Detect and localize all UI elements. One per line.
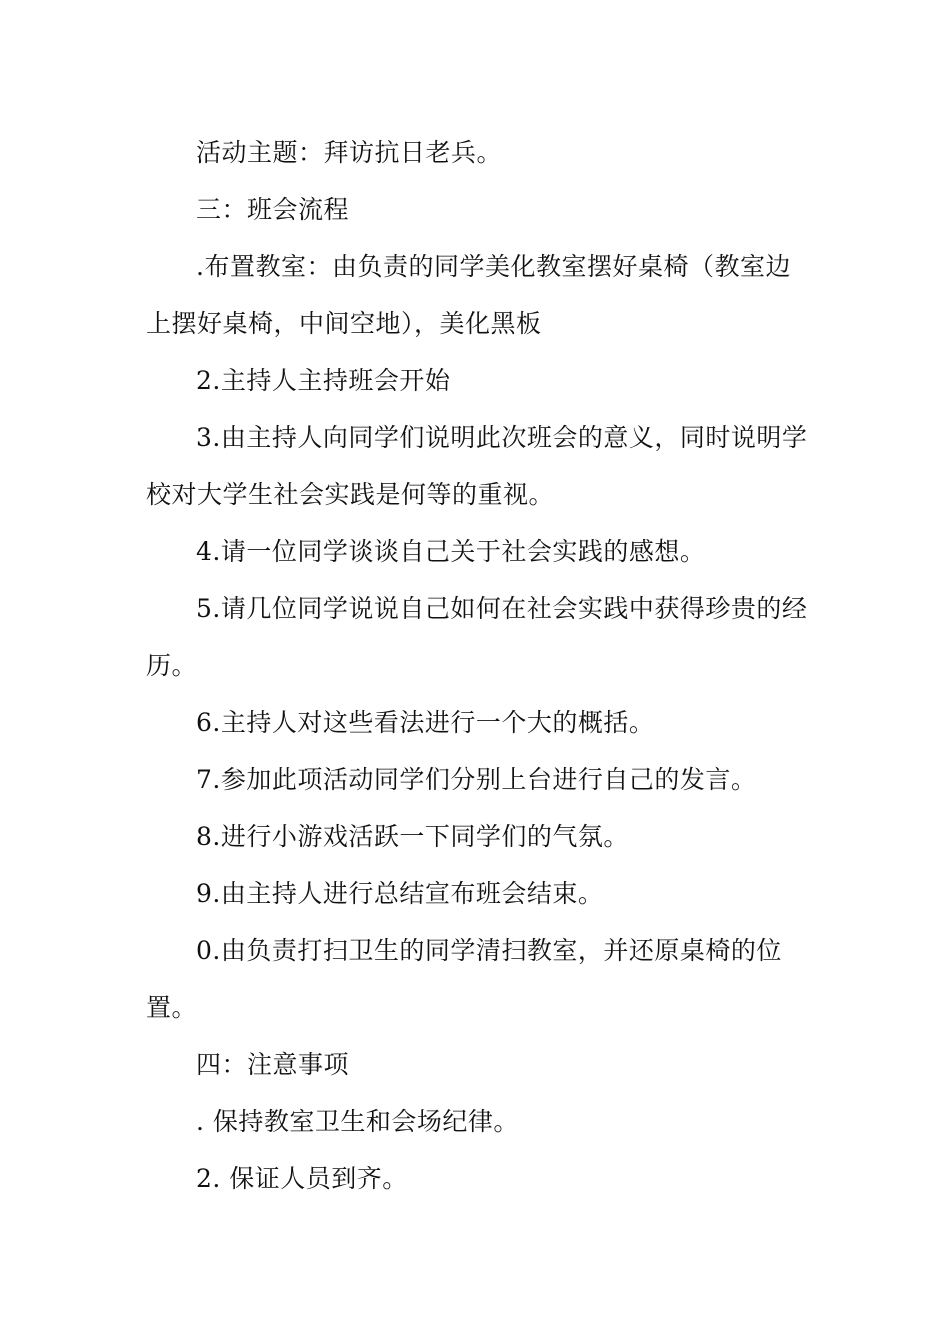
activity-theme: 活动主题：拜访抗日老兵。 bbox=[196, 138, 503, 167]
list-item: 2. 保证人员到齐。 bbox=[196, 1164, 408, 1193]
list-item: 7.参加此项活动同学们分别上台进行自己的发言。 bbox=[196, 765, 757, 794]
section-heading-notes: 四：注意事项 bbox=[196, 1050, 350, 1079]
list-item: 8.进行小游戏活跃一下同学们的气氛。 bbox=[196, 822, 629, 851]
list-item: 3.由主持人向同学们说明此次班会的意义，同时说明学校对大学生社会实践是何等的重视。 bbox=[146, 423, 808, 509]
section-heading-flow: 三：班会流程 bbox=[196, 195, 350, 224]
list-item: . 保持教室卫生和会场纪律。 bbox=[196, 1107, 519, 1136]
list-item: 0.由负责打扫卫生的同学清扫教室，并还原桌椅的位置。 bbox=[146, 936, 782, 1022]
list-item: .布置教室：由负责的同学美化教室摆好桌椅（教室边上摆好桌椅，中间空地），美化黑板 bbox=[146, 252, 791, 338]
list-item: 9.由主持人进行总结宣布班会结束。 bbox=[196, 879, 604, 908]
list-item: 4.请一位同学谈谈自己关于社会实践的感想。 bbox=[196, 537, 706, 566]
list-item: 2.主持人主持班会开始 bbox=[196, 366, 451, 395]
list-item: 6.主持人对这些看法进行一个大的概括。 bbox=[196, 708, 655, 737]
list-item: 5.请几位同学说说自己如何在社会实践中获得珍贵的经历。 bbox=[146, 594, 808, 680]
